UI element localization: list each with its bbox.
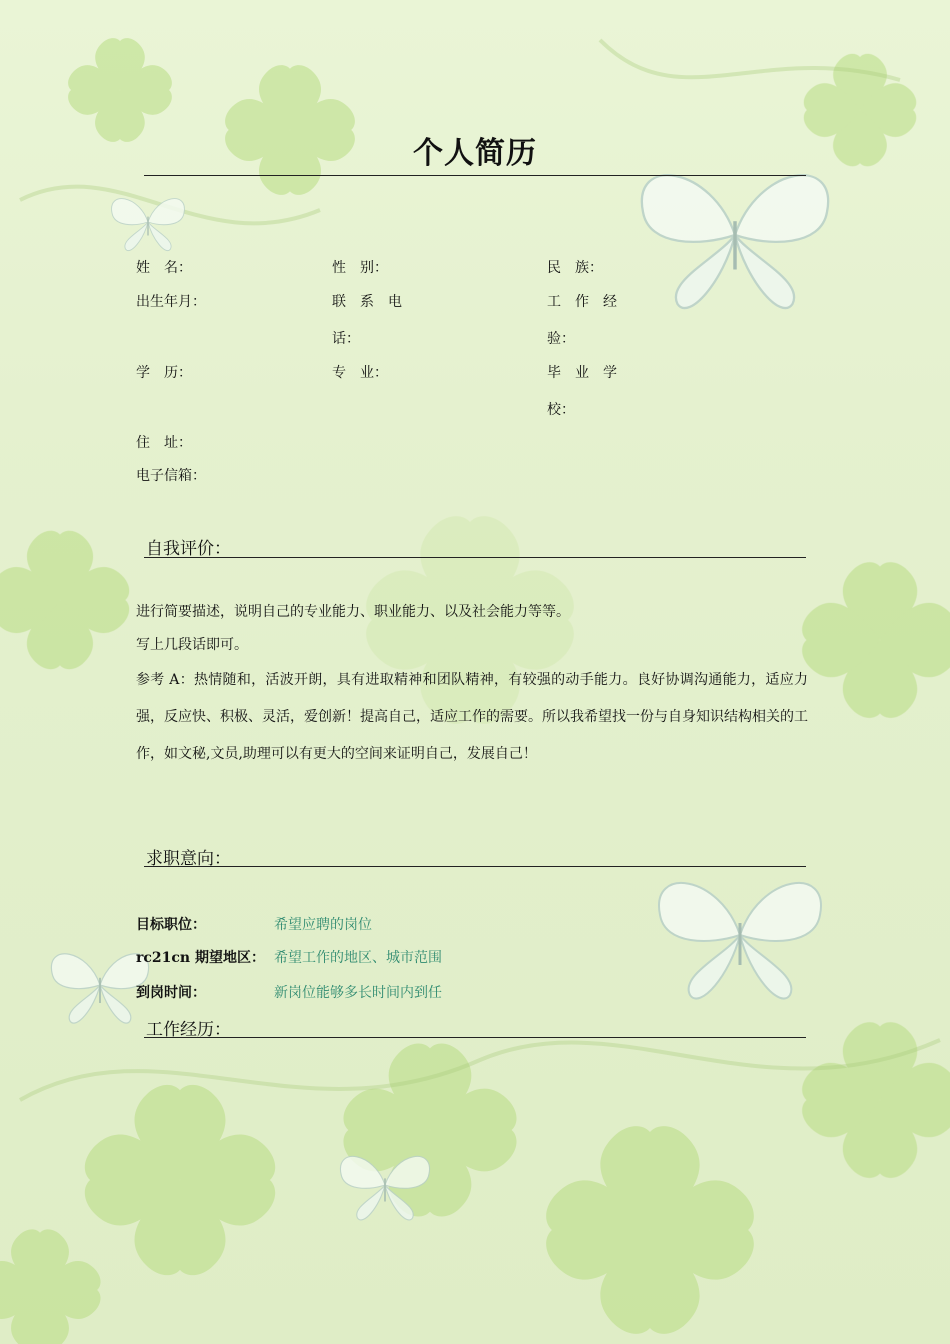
self-eval-reference: 参考 A：热情随和，活波开朗，具有进取精神和团队精神，有较强的动手能力。良好协调沟通能力，适应力强，反应快、积极、灵活，爱创新！提高自己，适应工作的需要。所以我希望找一份与自身知识结构相关的工作，如文秘,文员,助理可以有更大的空间来证明自己，发展自己！ [136,672,808,762]
self-eval-divider [144,557,806,558]
expected-region-label: rc21cn 期望地区： [136,950,265,966]
intention-divider [144,866,806,867]
page-title: 个人简历 [413,136,537,171]
phone-label-line1: 联 系 电 [332,294,402,310]
experience-label-line2: 验： [547,331,575,347]
expected-region-value: 希望工作的地区、城市范围 [274,950,442,966]
work-heading: 工作经历： [146,1020,231,1040]
self-eval-heading: 自我评价： [146,539,231,559]
target-position-value: 希望应聘的岗位 [274,917,372,933]
intention-heading: 求职意向： [146,849,231,869]
major-label: 专 业： [332,365,388,381]
start-time-value: 新岗位能够多长时间内到任 [274,985,442,1001]
target-position-label: 目标职位： [136,917,206,933]
email-label: 电子信箱： [136,468,206,484]
self-eval-line2: 写上几段话即可。 [136,637,248,653]
ethnicity-label: 民 族： [547,260,603,276]
self-eval-line1: 进行简要描述，说明自己的专业能力、职业能力、以及社会能力等等。 [136,604,570,620]
title-divider [144,175,806,176]
birth-label: 出生年月： [136,294,206,310]
school-label-line1: 毕 业 学 [547,365,617,381]
self-eval-body [136,596,808,773]
experience-label-line1: 工 作 经 [547,294,617,310]
start-time-label: 到岗时间： [136,985,206,1001]
gender-label: 性 别： [332,260,388,276]
phone-label-line2: 话： [332,331,360,347]
education-label: 学 历： [136,365,192,381]
work-divider [144,1037,806,1038]
school-label-line2: 校： [547,402,575,418]
address-label: 住 址： [136,435,192,451]
name-label: 姓 名： [136,260,192,276]
